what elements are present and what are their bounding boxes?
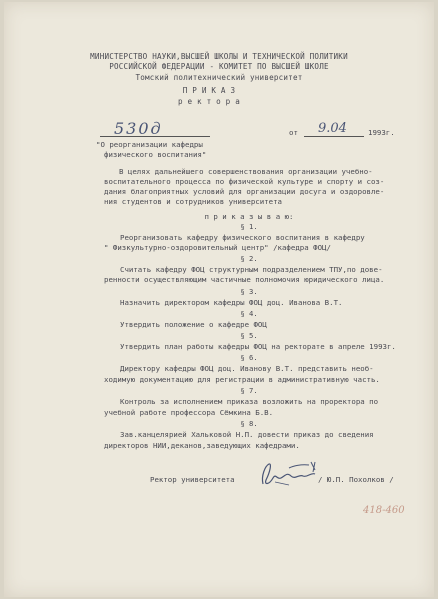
preamble-line: В целях дальнейшего совершенствования организации учебно- bbox=[119, 167, 373, 176]
section-mark: § 4. bbox=[240, 309, 258, 318]
section-text: Директору кафедры ФОЦ доц. Иванову В.Т. представить необ- bbox=[120, 364, 374, 373]
section-text: учебной работе профессора Сёмкина Б.В. bbox=[104, 408, 274, 417]
section-mark: § 8. bbox=[240, 419, 258, 428]
order-subject-line-2: физического воспитания" bbox=[104, 150, 207, 159]
order-subject-line-1: "О реорганизации кафедры bbox=[96, 140, 203, 149]
section-text: ренности осуществляющим частичные полномочия юридического лица. bbox=[104, 275, 385, 284]
section-text: Зав.канцелярией Хальковой Н.П. довести приказ до сведения bbox=[120, 430, 374, 439]
section-mark: § 1. bbox=[240, 222, 258, 231]
ministry-line-2: РОССИЙСКОЙ ФЕДЕРАЦИИ - КОМИТЕТ ПО ВЫСШЕЙ ШКОЛЕ bbox=[109, 62, 329, 71]
signature-name: / Ю.П. Похолков / bbox=[318, 475, 394, 484]
preamble-line: воспитательного процесса по физической культуре и спорту и соз- bbox=[104, 177, 385, 186]
order-date-label: от bbox=[289, 128, 298, 137]
section-mark: § 5. bbox=[240, 331, 258, 340]
section-text: Назначить директором кафедры ФОЦ доц. Иванова В.Т. bbox=[120, 298, 343, 307]
signature-title: Ректор университета bbox=[150, 475, 235, 484]
section-mark: § 3. bbox=[240, 287, 258, 296]
section-text: Считать кафедру ФОЦ структурным подразделением ТПУ,по дове- bbox=[120, 265, 383, 274]
university-name: Томский политехнический университет bbox=[135, 73, 303, 82]
section-text: Утвердить план работы кафедры ФОЦ на ректорате в апреле 1993г. bbox=[120, 342, 396, 351]
document-issuer: р е к т о р а bbox=[177, 97, 241, 106]
section-text: директоров НИИ,деканов,заведующих кафедрами. bbox=[104, 441, 300, 450]
order-date: 9.04 bbox=[318, 121, 347, 136]
section-mark: § 7. bbox=[240, 386, 258, 395]
preamble-line: дания благоприятных условий для организации досуга и оздоровле- bbox=[104, 187, 385, 196]
ministry-line-1: МИНИСТЕРСТВО НАУКИ,ВЫСШЕЙ ШКОЛЫ И ТЕХНИЧЕСКОЙ ПОЛИТИКИ bbox=[90, 52, 348, 61]
pencil-archive-note: 418-460 bbox=[363, 505, 405, 516]
section-text: ходимую документацию для регистрации в административную часть. bbox=[104, 375, 380, 384]
order-year: 1993г. bbox=[368, 128, 395, 137]
section-mark: § 2. bbox=[240, 254, 258, 263]
section-text: Утвердить положение о кафедре ФОЦ bbox=[120, 320, 267, 329]
section-text: Реорганизовать кафедру физического воспитания в кафедру bbox=[120, 233, 365, 242]
section-text: " Физкультурно-оздоровительный центр" /кафедра ФОЦ/ bbox=[104, 243, 331, 252]
orders-heading: п р и к а з ы в а ю: bbox=[204, 212, 294, 221]
order-date-underline bbox=[304, 136, 364, 137]
preamble-line: ния студентов и сотрудников университета bbox=[104, 197, 282, 206]
document-type: П Р И К А З bbox=[182, 86, 236, 95]
order-number-underline bbox=[100, 136, 210, 137]
order-number: 530д bbox=[114, 119, 163, 138]
section-mark: § 6. bbox=[240, 353, 258, 362]
section-text: Контроль за исполнением приказа возложить на проректора по bbox=[120, 397, 379, 406]
